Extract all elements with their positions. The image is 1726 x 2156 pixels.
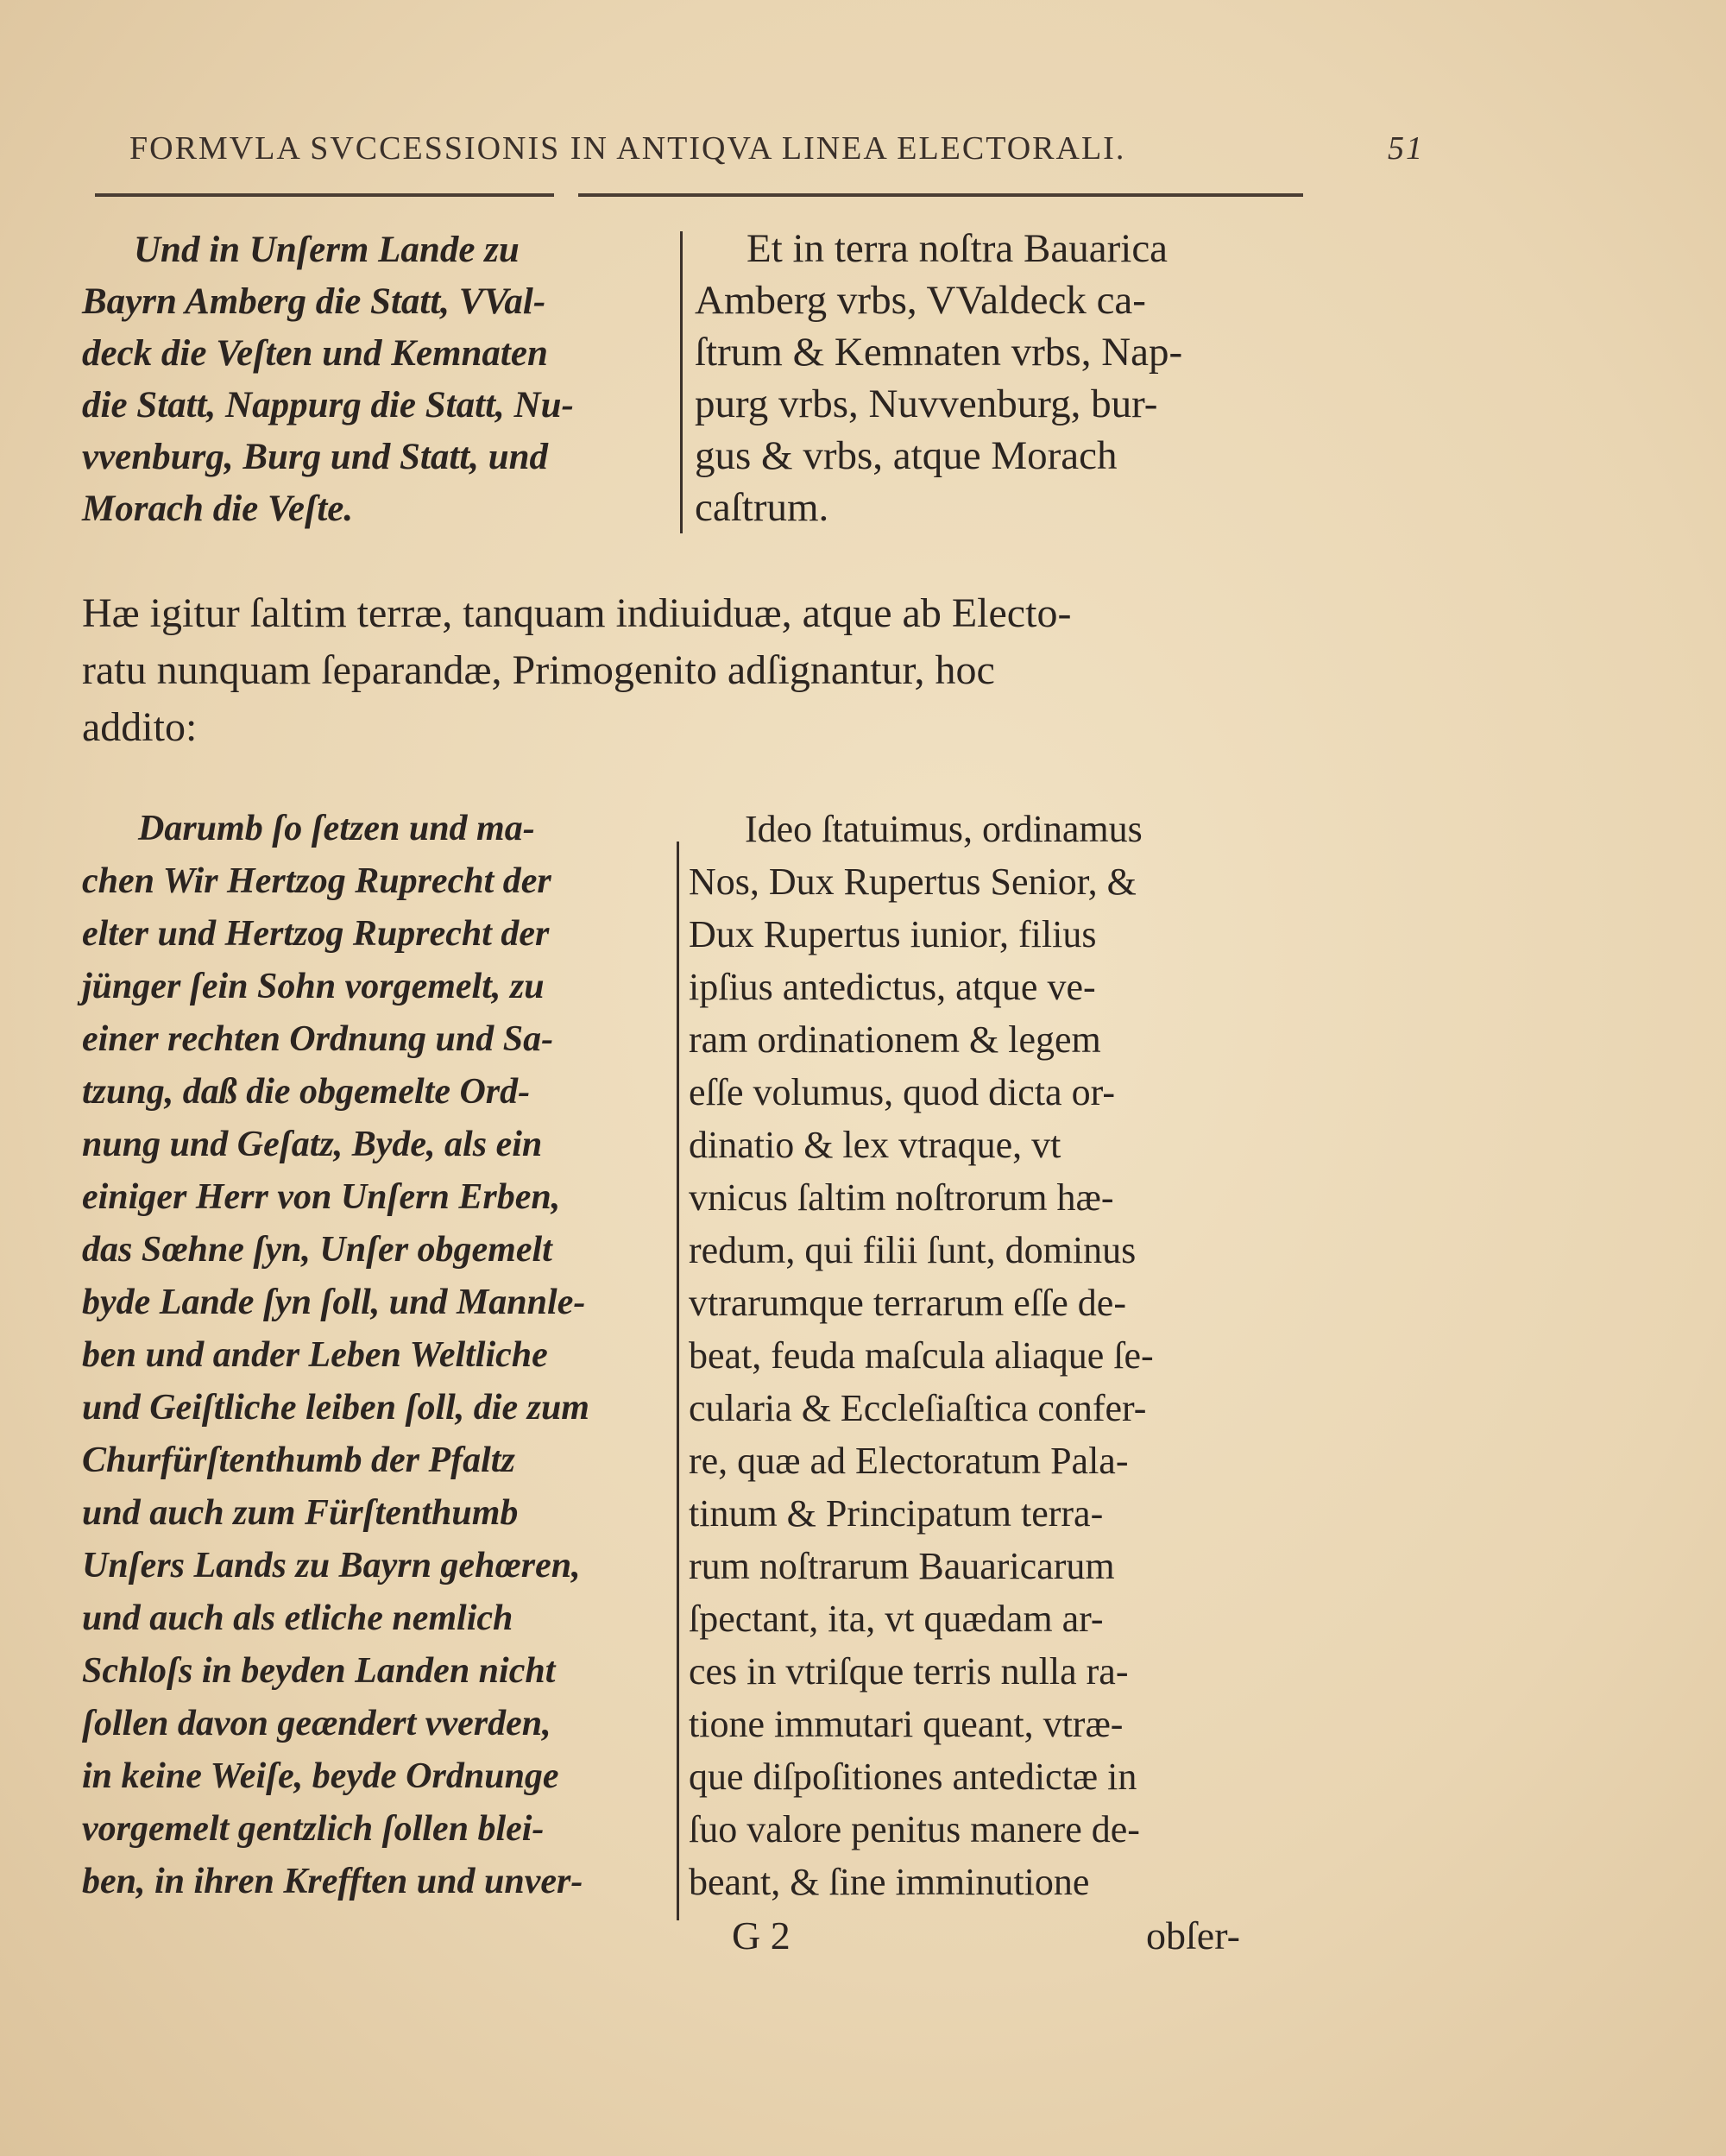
german-line: deck die Veſten und Kemnaten <box>82 333 548 374</box>
german-line: tzung, daß die obgemelte Ord- <box>82 1072 531 1112</box>
latin-line: Amberg vrbs, VValdeck ca- <box>695 278 1146 323</box>
german-line: vvenburg, Burg und Statt, und <box>82 437 549 477</box>
latin-line: eſſe volumus, quod dicta or- <box>689 1071 1116 1113</box>
latin-line: Nos, Dux Rupertus Senior, & <box>689 861 1137 903</box>
latin-line: vtrarumque terrarum eſſe de- <box>689 1282 1126 1324</box>
latin-line: rum noſtrarum Bauaricarum <box>689 1545 1115 1587</box>
latin-line: tinum & Principatum terra- <box>689 1492 1104 1535</box>
latin-line: ces in vtriſque terris nulla ra- <box>689 1650 1129 1693</box>
german-line: Bayrn Amberg die Statt, VVal- <box>82 281 546 322</box>
german-line: byde Lande ſyn ſoll, und Mannle- <box>82 1283 586 1322</box>
paragraph-line: Hæ igitur ſaltim terræ, tanquam indiuiduæ, atque ab Electo- <box>82 590 1072 636</box>
paragraph-line: ratu nunquam ſeparandæ, Primogenito adſignantur, hoc <box>82 647 995 693</box>
german-line: und Geiſtliche leiben ſoll, die zum <box>82 1388 589 1428</box>
latin-column-2 <box>689 803 1310 1908</box>
latin-line: ram ordinationem & legem <box>689 1018 1101 1061</box>
latin-line: tione immutari queant, vtræ- <box>689 1703 1124 1745</box>
latin-line: Dux Rupertus iunior, filius <box>689 913 1097 955</box>
latin-column-1 <box>695 223 1299 533</box>
latin-line: ſtrum & Kemnaten vrbs, Nap- <box>695 330 1183 375</box>
german-line: ben und ander Leben Weltliche <box>82 1335 548 1375</box>
page-number: 51 <box>1388 130 1424 167</box>
german-column-1 <box>82 224 669 535</box>
column-divider <box>680 231 683 533</box>
latin-line: cularia & Eccleſiaſtica confer- <box>689 1387 1147 1429</box>
german-line: Schloſs in beyden Landen nicht <box>82 1651 556 1691</box>
german-line: und auch als etliche nemlich <box>82 1598 513 1638</box>
german-line: die Statt, Nappurg die Statt, Nu- <box>82 385 574 426</box>
german-line: elter und Hertzog Ruprecht der <box>82 914 550 954</box>
latin-line: Et in terra noſtra Bauarica <box>746 226 1169 271</box>
german-line: Darumb ſo ſetzen und ma- <box>138 809 535 848</box>
latin-line: redum, qui filii ſunt, dominus <box>689 1229 1137 1271</box>
latin-line: beant, & ſine imminutione <box>689 1861 1090 1903</box>
signature-mark: G 2 <box>732 1913 791 1957</box>
german-line: chen Wir Hertzog Ruprecht der <box>82 861 551 901</box>
german-line: einiger Herr von Unſern Erben, <box>82 1177 561 1217</box>
header-rule <box>95 193 1303 197</box>
latin-line: caſtrum. <box>695 485 829 530</box>
german-line: Und in Unſerm Lande zu <box>134 230 520 270</box>
latin-line: ipſius antedictus, atque ve- <box>689 966 1096 1008</box>
german-column-2 <box>82 803 669 1908</box>
paragraph-line: addito: <box>82 704 198 750</box>
german-line: das Sœhne ſyn, Unſer obgemelt <box>82 1230 552 1270</box>
german-line: Morach die Veſte. <box>82 489 354 529</box>
catchword: obſer- <box>1146 1913 1240 1957</box>
german-line: und auch zum Fürſtenthumb <box>82 1493 519 1533</box>
latin-line: gus & vrbs, atque Morach <box>695 433 1118 478</box>
german-line: einer rechten Ordnung und Sa- <box>82 1019 554 1059</box>
german-line: jünger ſein Sohn vorgemelt, zu <box>82 967 545 1006</box>
paragraph <box>82 585 1307 756</box>
latin-line: que diſpoſitiones antedictæ in <box>689 1756 1137 1798</box>
latin-line: vnicus ſaltim noſtrorum hæ- <box>689 1176 1114 1219</box>
german-line: in keine Weiſe, beyde Ordnunge <box>82 1756 559 1796</box>
latin-line: purg vrbs, Nuvvenburg, bur- <box>695 381 1158 426</box>
german-line: Churfürſtenthumb der Pfaltz <box>82 1440 515 1480</box>
latin-line: Ideo ſtatuimus, ordinamus <box>745 808 1143 850</box>
german-line: ben, in ihren Krefften und unver- <box>82 1862 583 1901</box>
latin-line: re, quæ ad Electoratum Pala- <box>689 1440 1129 1482</box>
latin-line: dinatio & lex vtraque, vt <box>689 1124 1061 1166</box>
german-line: vorgemelt gentzlich ſollen blei- <box>82 1809 545 1849</box>
running-head <box>129 129 1424 181</box>
latin-line: beat, feuda maſcula aliaque ſe- <box>689 1334 1154 1377</box>
german-line: Unſers Lands zu Bayrn gehœren, <box>82 1546 581 1585</box>
running-title: FORMVLA SVCCESSIONIS IN ANTIQVA LINEA ELECTORALI. <box>129 130 1126 167</box>
column-divider <box>677 842 679 1920</box>
german-line: ſollen davon geændert vverden, <box>82 1704 551 1743</box>
latin-line: ſpectant, ita, vt quædam ar- <box>689 1598 1104 1640</box>
german-line: nung und Geſatz, Byde, als ein <box>82 1125 543 1164</box>
latin-line: ſuo valore penitus manere de- <box>689 1808 1140 1850</box>
